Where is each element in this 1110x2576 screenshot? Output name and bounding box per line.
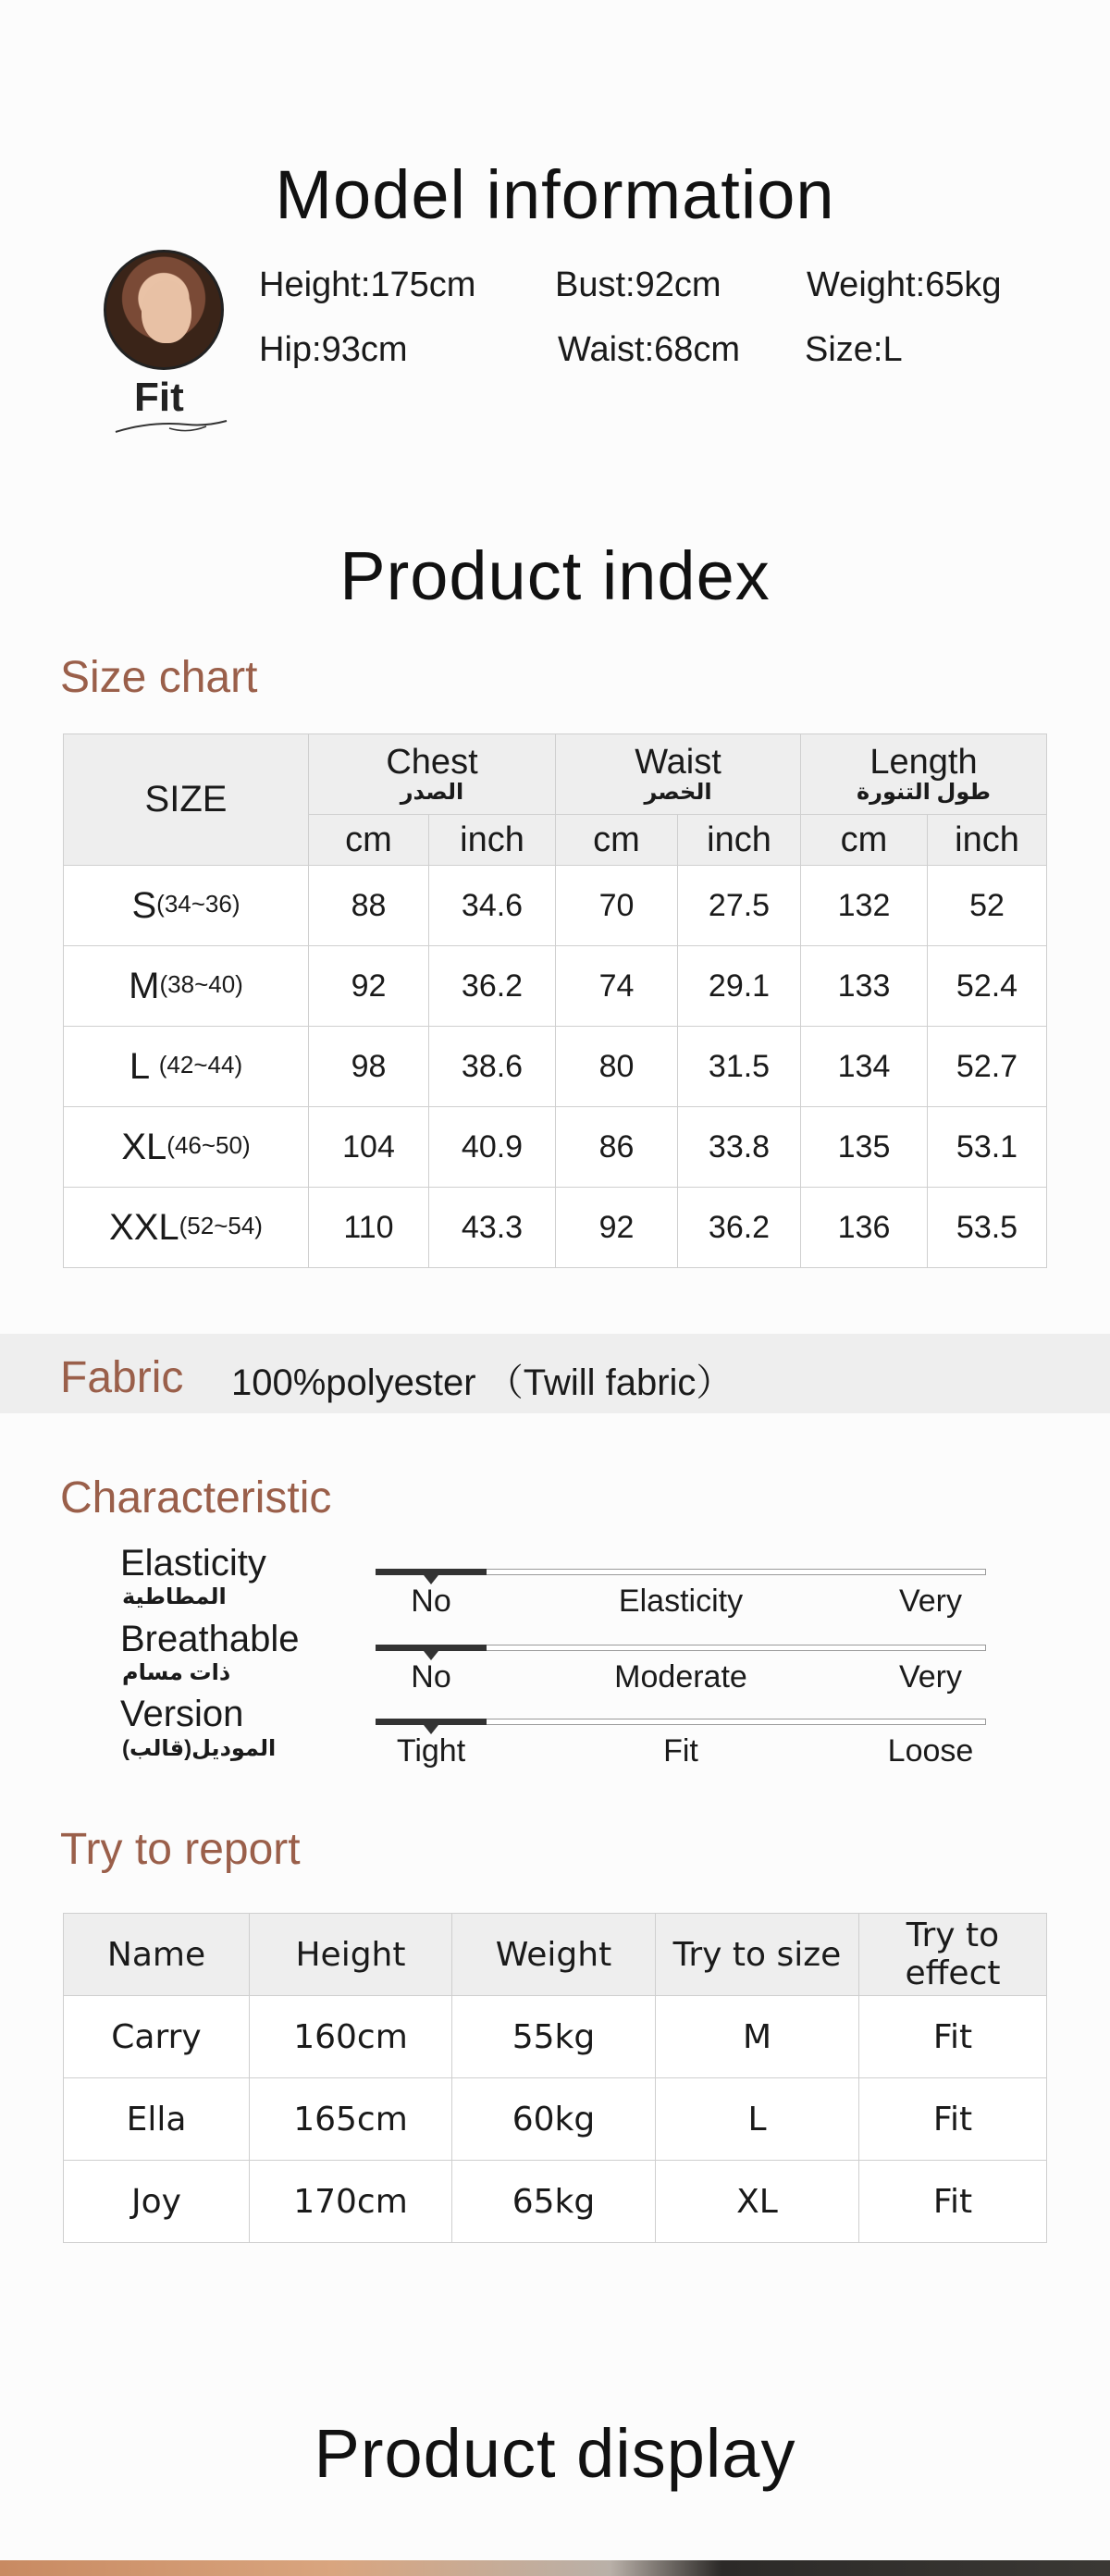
table-cell: 34.6 (429, 866, 556, 946)
table-cell: 92 (556, 1188, 678, 1268)
table-cell: 52.4 (928, 946, 1047, 1027)
elasticity-scale-high: Very (898, 1584, 963, 1619)
fabric-value: 100%polyester （Twill fabric） (231, 1362, 734, 1403)
breathable-ar-label: ذات مسام (122, 1660, 231, 1685)
table-cell: 80 (556, 1027, 678, 1107)
table-cell: 29.1 (678, 946, 801, 1027)
size-label: L (42~44) (64, 1027, 309, 1107)
characteristic-label: Characteristic (60, 1473, 332, 1522)
product-display-title: Product display (314, 2415, 796, 2492)
unit-header: cm (556, 815, 678, 866)
table-cell: 60kg (452, 2078, 656, 2161)
table-cell: 133 (801, 946, 928, 1027)
table-cell: 92 (309, 946, 429, 1027)
table-cell: 136 (801, 1188, 928, 1268)
table-cell: 86 (556, 1107, 678, 1188)
unit-header: cm (309, 815, 429, 866)
try-header-effect: Try to effect (859, 1914, 1047, 1996)
table-cell: 36.2 (429, 946, 556, 1027)
table-cell: Fit (859, 1996, 1047, 2078)
table-cell: 88 (309, 866, 429, 946)
table-cell: 65kg (452, 2161, 656, 2243)
table-cell: 53.1 (928, 1107, 1047, 1188)
table-row (64, 2078, 1047, 2161)
table-cell: 38.6 (429, 1027, 556, 1107)
unit-header: inch (928, 815, 1047, 866)
table-cell: XL (656, 2161, 859, 2243)
breathable-label: Breathable (120, 1619, 300, 1659)
table-row (64, 2161, 1047, 2243)
version-scale-high: Loose (887, 1733, 974, 1769)
table-row (64, 946, 1047, 1027)
table-cell: 170cm (250, 2161, 452, 2243)
table-cell: 43.3 (429, 1188, 556, 1268)
try-header-size: Try to size (656, 1914, 859, 1996)
breathable-scale-high: Very (898, 1659, 963, 1695)
table-cell: 52.7 (928, 1027, 1047, 1107)
try-report-table (63, 1913, 1047, 2243)
table-cell: M (656, 1996, 859, 2078)
waist-header: Waist الخصر (556, 734, 801, 815)
version-scale-low: Tight (396, 1733, 466, 1769)
model-weight: Weight:65kg (807, 265, 1002, 304)
elasticity-fill (376, 1569, 487, 1575)
fit-swoosh-icon (114, 413, 229, 436)
model-size: Size:L (805, 330, 903, 369)
size-label: M(38~40) (64, 946, 309, 1027)
elasticity-scale-low: No (411, 1584, 451, 1619)
size-label: S(34~36) (64, 866, 309, 946)
try-header-height: Height (250, 1914, 452, 1996)
table-cell: 52 (928, 866, 1047, 946)
length-header: Length طول التنورة (801, 734, 1047, 815)
table-cell: Fit (859, 2161, 1047, 2243)
table-cell: 104 (309, 1107, 429, 1188)
breathable-scale-mid: Moderate (614, 1659, 747, 1695)
elasticity-scale-mid: Elasticity (618, 1584, 744, 1619)
size-label: XL(46~50) (64, 1107, 309, 1188)
table-cell: 53.5 (928, 1188, 1047, 1268)
table-row (64, 866, 1047, 946)
elasticity-ar-label: المطاطية (122, 1584, 227, 1609)
size-header: SIZE (64, 734, 309, 866)
model-waist: Waist:68cm (558, 330, 741, 369)
unit-header: inch (429, 815, 556, 866)
elasticity-label: Elasticity (120, 1543, 266, 1584)
table-row (64, 1107, 1047, 1188)
unit-header: inch (678, 815, 801, 866)
model-avatar (104, 250, 224, 370)
product-index-title: Product index (339, 537, 771, 614)
table-cell: 110 (309, 1188, 429, 1268)
table-cell: 134 (801, 1027, 928, 1107)
fabric-label: Fabric (60, 1353, 184, 1402)
table-cell: 132 (801, 866, 928, 946)
table-cell: 33.8 (678, 1107, 801, 1188)
table-cell: Joy (64, 2161, 250, 2243)
chest-header: Chest الصدر (309, 734, 556, 815)
model-height: Height:175cm (259, 265, 476, 304)
table-cell: 40.9 (429, 1107, 556, 1188)
table-cell: L (656, 2078, 859, 2161)
version-label: Version (120, 1694, 244, 1734)
model-bust: Bust:92cm (555, 265, 722, 304)
table-cell: 27.5 (678, 866, 801, 946)
breathable-fill (376, 1645, 487, 1651)
product-photo (0, 2560, 1110, 2576)
try-header-weight: Weight (452, 1914, 656, 1996)
table-cell: 70 (556, 866, 678, 946)
model-hip: Hip:93cm (259, 330, 408, 369)
table-cell: 165cm (250, 2078, 452, 2161)
table-cell: 98 (309, 1027, 429, 1107)
table-row (64, 1027, 1047, 1107)
try-report-label: Try to report (60, 1825, 301, 1874)
size-label: XXL(52~54) (64, 1188, 309, 1268)
fit-logo: Fit (134, 375, 184, 420)
table-cell: Ella (64, 2078, 250, 2161)
size-chart-label: Size chart (60, 653, 258, 702)
version-ar-label: الموديل(قالب) (122, 1736, 277, 1761)
table-cell: Carry (64, 1996, 250, 2078)
breathable-scale-low: No (411, 1659, 451, 1695)
table-cell: 31.5 (678, 1027, 801, 1107)
version-fill (376, 1719, 487, 1725)
size-chart-table (63, 733, 1047, 1268)
table-row (64, 1996, 1047, 2078)
table-cell: 74 (556, 946, 678, 1027)
table-cell: 55kg (452, 1996, 656, 2078)
table-cell: 135 (801, 1107, 928, 1188)
version-scale-mid: Fit (663, 1733, 698, 1769)
table-cell: Fit (859, 2078, 1047, 2161)
table-cell: 36.2 (678, 1188, 801, 1268)
model-info-title: Model information (275, 156, 835, 233)
try-header-name: Name (64, 1914, 250, 1996)
unit-header: cm (801, 815, 928, 866)
table-row (64, 1188, 1047, 1268)
table-cell: 160cm (250, 1996, 452, 2078)
